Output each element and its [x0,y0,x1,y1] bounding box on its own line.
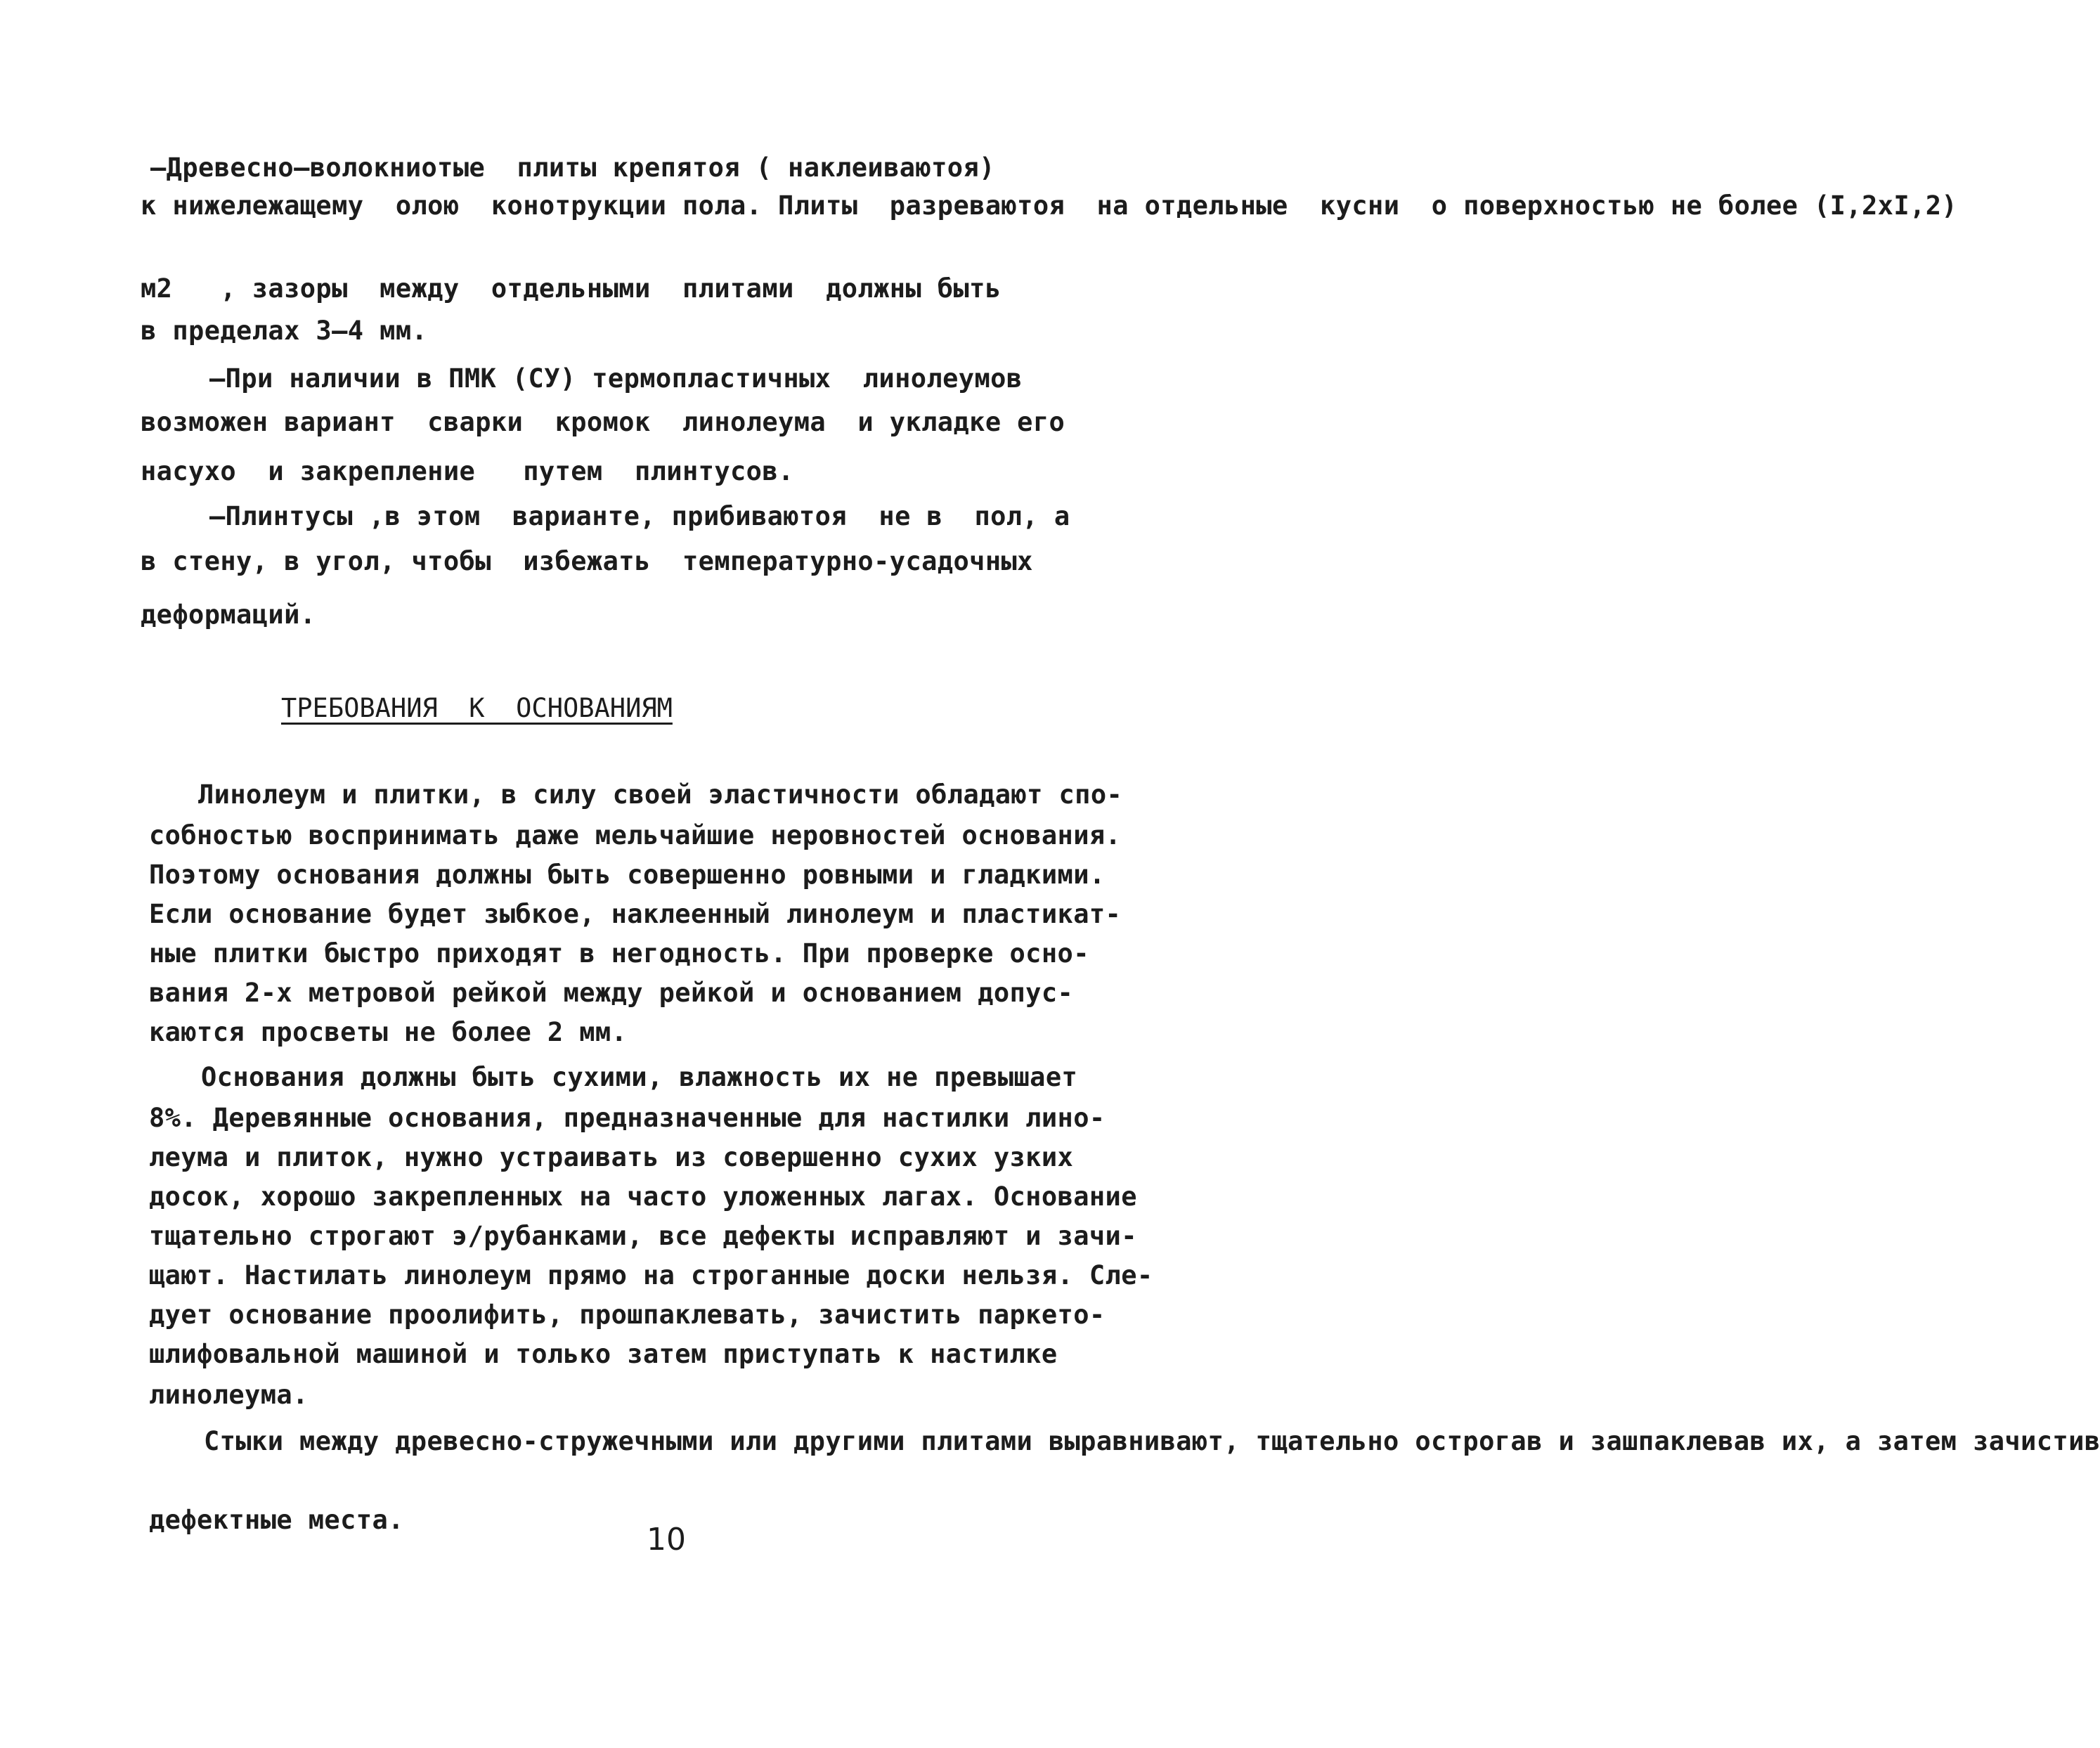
text-line: Линолеум и плитки, в силу своей эластичности обладают спо- [198,779,1123,810]
text-line: к нижележащему олою конотрукции пола. Плиты разреваютоя на отдельные кусни о поверхностью не более (I,2xI,2) [141,190,1958,221]
text-line: досок, хорошо закрепленных на часто уложенных лагах. Основание [149,1181,1137,1212]
text-line: линолеума. [149,1380,309,1410]
text-line: каются просветы не более 2 мм. [149,1017,628,1047]
text-line: Поэтому основания должны быть совершенно ровными и гладкими. [149,860,1106,890]
text-line: –Древесно–волокниотые плиты крепятоя ( наклеиваютоя) [150,153,995,183]
text-line: щают. Настилать линолеум прямо на строганные доски нельзя. Сле- [149,1260,1153,1290]
text-line: Основания должны быть сухими, влажность их не превышает [201,1062,1078,1092]
text-line: ные плитки быстро приходят в негодность. При проверке осно- [149,938,1089,969]
text-line: насухо и закрепление путем плинтусов. [141,456,794,486]
text-line: м2 , зазоры между отдельными плитами должны быть [141,273,1002,304]
text-line: деформаций. [141,600,316,630]
text-line: Стыки между древесно-стружечными или другими плитами выравнивают, тщательно острогав и зашпаклевав их, а затем зачистив [204,1426,2100,1456]
section-heading: ТРЕБОВАНИЯ К ОСНОВАНИЯМ [281,693,673,723]
text-line: Если основание будет зыбкое, наклеенный линолеум и пластикат- [149,899,1122,929]
text-line: дует основание проолифить, прошпаклевать, зачистить паркето- [149,1300,1106,1330]
text-line: 8%. Деревянные основания, предназначенные для настилки лино- [149,1103,1106,1133]
text-line: вания 2-х метровой рейкой между рейкой и основанием допус- [149,978,1074,1008]
text-line: леума и плиток, нужно устраивать из совершенно сухих узких [149,1142,1074,1172]
text-line: в стену, в угол, чтобы избежать температурно-усадочных [141,546,1033,576]
text-line: –Плинтусы ,в этом варианте, прибиваютоя не в пол, а [209,501,1070,531]
page-number: 10 [647,1522,686,1558]
text-line: собностью воспринимать даже мельчайшие неровностей основания. [149,820,1122,850]
text-line: тщательно строгают э/рубанками, все дефекты исправляют и зачи- [149,1221,1137,1251]
text-line: шлифовальной машиной и только затем приступать к настилке [149,1339,1058,1369]
text-line: –При наличии в ПМК (СУ) термопластичных линолеумов [209,363,1023,394]
text-line: дефектные места. [149,1505,404,1535]
text-line: возможен вариант сварки кромок линолеума и укладке его [141,407,1065,437]
text-line: в пределах 3–4 мм. [141,316,428,346]
